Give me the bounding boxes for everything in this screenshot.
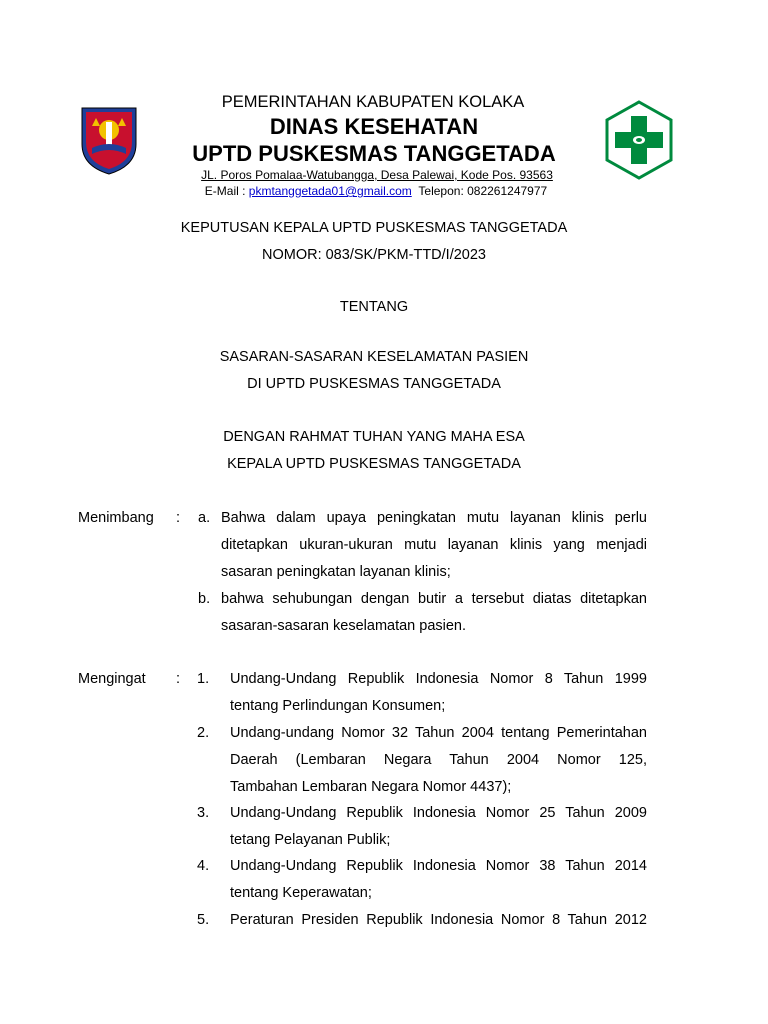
menimbang-b-line: sasaran-sasaran keselamatan pasien. bbox=[221, 618, 467, 634]
decree-number: NOMOR: 083/SK/PKM-TTD/I/2023 bbox=[261, 247, 486, 263]
email-link[interactable]: pkmtanggetada01@gmail.com bbox=[248, 184, 412, 198]
decree-subject-line-2: DI UPTD PUSKESMAS TANGGETADA bbox=[247, 376, 501, 392]
email-label: E-Mail : bbox=[204, 184, 249, 198]
mengingat-item-4-line: Undang-Undang Republik Indonesia Nomor 38 Tahun 2014 bbox=[230, 858, 647, 874]
mengingat-colon: : bbox=[176, 671, 181, 687]
mengingat-item-5-line: Peraturan Presiden Republik Indonesia Nomor 8 Tahun 2012 bbox=[230, 912, 647, 928]
mengingat-label: Mengingat bbox=[78, 671, 146, 687]
menimbang-a-line: sasaran peningkatan layanan klinis; bbox=[221, 564, 451, 580]
phone-text: Telepon: 082261247977 bbox=[418, 184, 548, 198]
mengingat-item-1-line: Undang-Undang Republik Indonesia Nomor 8 Tahun 1999 bbox=[230, 671, 647, 687]
mengingat-item-2-line: Undang-undang Nomor 32 Tahun 2004 tentang Pemerintahan bbox=[230, 725, 647, 741]
letterhead-agency: DINAS KESEHATAN bbox=[269, 114, 479, 139]
menimbang-a-mark: a. bbox=[198, 510, 211, 526]
letterhead-unit: UPTD PUSKESMAS TANGGETADA bbox=[192, 141, 556, 166]
mengingat-item-4-mark: 4. bbox=[197, 858, 210, 874]
menimbang-label: Menimbang bbox=[78, 510, 154, 526]
menimbang-colon: : bbox=[176, 510, 181, 526]
menimbang-b-mark: b. bbox=[198, 591, 211, 607]
decree-about: TENTANG bbox=[339, 299, 409, 315]
mengingat-item-5-mark: 5. bbox=[197, 912, 210, 928]
mengingat-item-2-line: Daerah (Lembaran Negara Tahun 2004 Nomor 125, bbox=[230, 752, 647, 768]
decree-issuer: KEPALA UPTD PUSKESMAS TANGGETADA bbox=[227, 456, 521, 472]
mengingat-item-3-line: Undang-Undang Republik Indonesia Nomor 25 Tahun 2009 bbox=[230, 805, 647, 821]
mengingat-item-2-mark: 2. bbox=[197, 725, 210, 741]
mengingat-item-2-line: Tambahan Lembaran Negara Nomor 4437); bbox=[230, 779, 512, 795]
mengingat-item-1-mark: 1. bbox=[197, 671, 210, 687]
mengingat-item-4-line: tentang Keperawatan; bbox=[230, 885, 372, 901]
decree-subject-line-1: SASARAN-SASARAN KESELAMATAN PASIEN bbox=[219, 349, 529, 365]
decree-blessing: DENGAN RAHMAT TUHAN YANG MAHA ESA bbox=[223, 429, 525, 445]
menimbang-b-line: bahwa sehubungan dengan butir a tersebut diatas ditetapkan bbox=[221, 591, 647, 607]
letterhead-contact bbox=[0, 184, 752, 198]
letterhead-address bbox=[0, 168, 754, 182]
address-text: JL. Poros Pomalaa-Watubangga, Desa Palewai, Kode Pos. 93563 bbox=[201, 168, 553, 182]
menimbang-a-line: Bahwa dalam upaya peningkatan mutu layanan klinis perlu bbox=[221, 510, 647, 526]
letterhead-government: PEMERINTAHAN KABUPATEN KOLAKA bbox=[221, 93, 525, 111]
mengingat-item-3-line: tetang Pelayanan Publik; bbox=[230, 832, 391, 848]
menimbang-a-line: ditetapkan ukuran-ukuran mutu layanan klinis yang menjadi bbox=[221, 537, 647, 553]
mengingat-item-3-mark: 3. bbox=[197, 805, 210, 821]
mengingat-item-1-line: tentang Perlindungan Konsumen; bbox=[230, 698, 446, 714]
decree-title: KEPUTUSAN KEPALA UPTD PUSKESMAS TANGGETADA bbox=[180, 220, 568, 236]
